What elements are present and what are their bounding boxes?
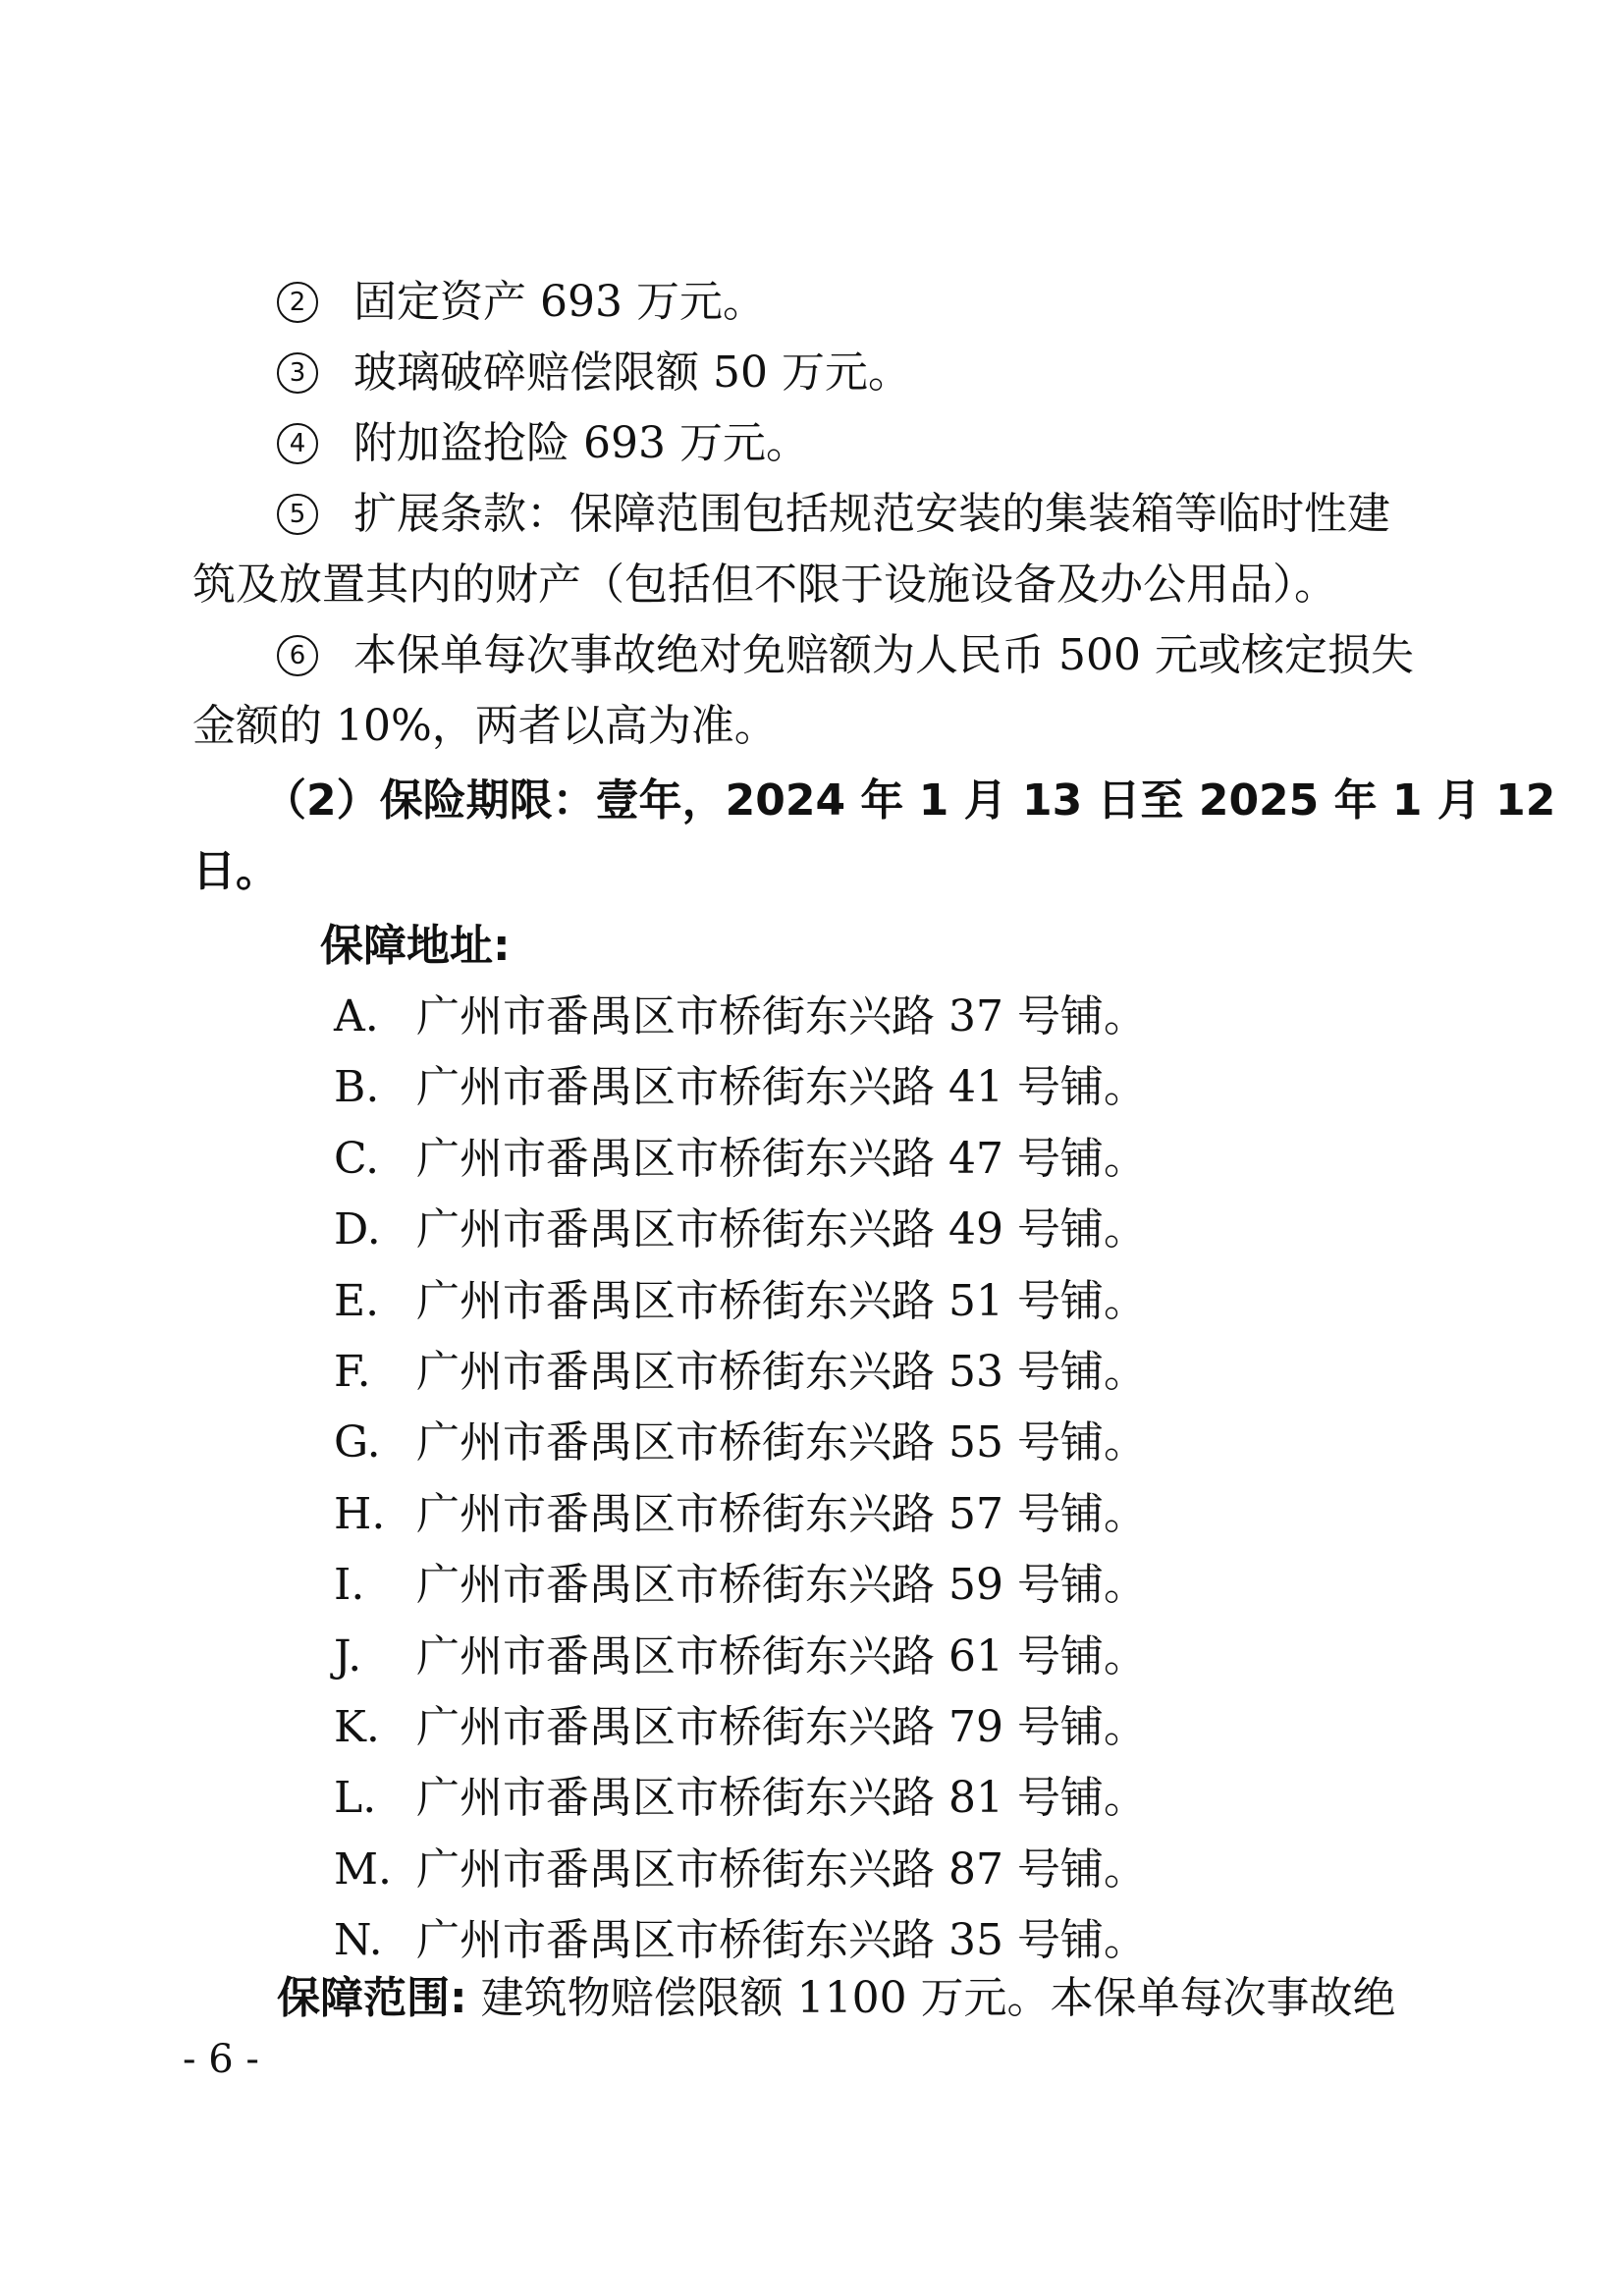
address-item <box>334 1479 1414 1550</box>
address-letter: J. <box>334 1630 362 1682</box>
address-text: 广州市番禺区市桥街东兴路 61 号铺。 <box>416 1630 1147 1682</box>
item-5-continuation: 筑及放置其内的财产（包括但不限于设施设备及办公用品）。 <box>192 560 1337 610</box>
item-text: 固定资产 693 万元。 <box>353 277 766 327</box>
address-text: 广州市番禺区市桥街东兴路 37 号铺。 <box>416 991 1147 1041</box>
address-letter: L. <box>334 1773 377 1824</box>
address-item <box>334 982 1414 1052</box>
coverage-scope-label: 保障范围: <box>277 1973 467 2023</box>
address-letter: G. <box>334 1417 381 1468</box>
item-6-continuation: 金额的 10%，两者以高为准。 <box>192 701 778 751</box>
address-text: 广州市番禺区市桥街东兴路 51 号铺。 <box>416 1275 1147 1326</box>
address-letter: B. <box>334 1062 380 1113</box>
address-text: 广州市番禺区市桥街东兴路 55 号铺。 <box>416 1417 1147 1468</box>
item-text: 附加盗抢险 693 万元。 <box>353 418 809 468</box>
address-text: 广州市番禺区市桥街东兴路 35 号铺。 <box>416 1915 1147 1966</box>
address-letter: F. <box>334 1347 371 1397</box>
address-item <box>334 1550 1414 1621</box>
circled-number: 4 <box>277 423 318 464</box>
address-letter: D. <box>334 1204 381 1255</box>
item-4 <box>277 408 1449 479</box>
address-item <box>334 1692 1414 1763</box>
address-text: 广州市番禺区市桥街东兴路 41 号铺。 <box>416 1062 1147 1113</box>
address-heading: 保障地址: <box>320 921 511 971</box>
address-item <box>334 1266 1414 1337</box>
address-text: 广州市番禺区市桥街东兴路 87 号铺。 <box>416 1843 1147 1895</box>
circled-number: 3 <box>277 352 318 394</box>
address-item <box>334 1195 1414 1265</box>
circled-number: 6 <box>277 635 318 676</box>
address-letter: H. <box>334 1488 386 1539</box>
address-text: 广州市番禺区市桥街东兴路 53 号铺。 <box>416 1347 1147 1397</box>
address-letter: E. <box>334 1275 380 1326</box>
circled-number: 2 <box>277 282 318 323</box>
item-3 <box>277 338 1449 408</box>
address-letter: N. <box>334 1915 383 1966</box>
address-item <box>334 1052 1414 1123</box>
address-text: 广州市番禺区市桥街东兴路 47 号铺。 <box>416 1133 1147 1184</box>
address-text: 广州市番禺区市桥街东兴路 59 号铺。 <box>416 1560 1147 1611</box>
address-item <box>334 1337 1414 1408</box>
address-letter: A. <box>334 991 379 1041</box>
item-6 <box>277 620 1449 691</box>
page-number: - 6 - <box>183 2037 259 2082</box>
address-letter: K. <box>334 1702 380 1752</box>
address-letter: C. <box>334 1133 380 1184</box>
coverage-scope-text: 建筑物赔偿限额 1100 万元。本保单每次事故绝 <box>466 1973 1396 2023</box>
coverage-scope <box>277 1963 1449 2034</box>
address-letter: I. <box>334 1560 365 1611</box>
address-text: 广州市番禺区市桥街东兴路 81 号铺。 <box>416 1773 1147 1824</box>
item-2 <box>277 267 1449 338</box>
item-5 <box>277 479 1449 550</box>
address-item <box>334 1763 1414 1834</box>
item-text: 本保单每次事故绝对免赔额为人民币 500 元或核定损失 <box>353 630 1414 680</box>
address-item <box>334 1835 1414 1905</box>
address-text: 广州市番禺区市桥街东兴路 79 号铺。 <box>416 1702 1147 1752</box>
address-text: 广州市番禺区市桥街东兴路 57 号铺。 <box>416 1488 1147 1539</box>
item-text: 扩展条款：保障范围包括规范安装的集装箱等临时性建 <box>353 489 1390 539</box>
address-item <box>334 1124 1414 1195</box>
address-item <box>334 1622 1414 1692</box>
insurance-period: （2）保险期限：壹年，2024 年 1 月 13 日至 2025 年 1 月 12 <box>263 775 1556 826</box>
circled-number: 5 <box>277 494 318 535</box>
item-text: 玻璃破碎赔偿限额 50 万元。 <box>353 347 911 398</box>
address-item <box>334 1408 1414 1478</box>
address-letter: M. <box>334 1843 393 1895</box>
address-text: 广州市番禺区市桥街东兴路 49 号铺。 <box>416 1204 1147 1255</box>
insurance-period-end: 日。 <box>192 846 279 896</box>
